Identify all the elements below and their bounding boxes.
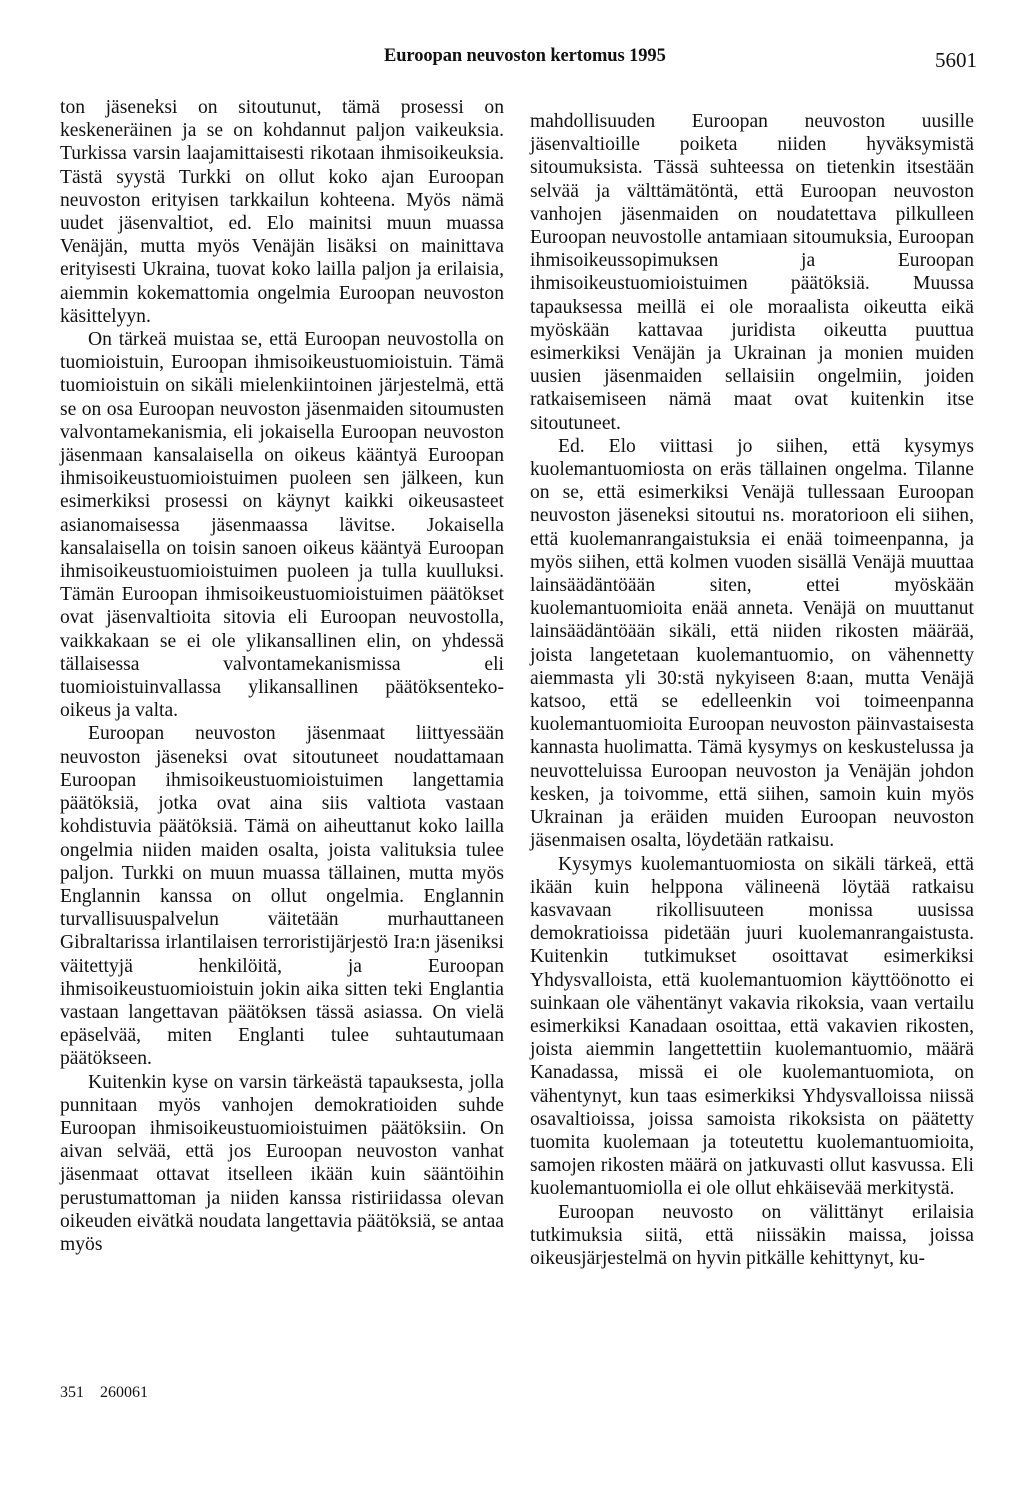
right-paragraph-3: Kysymys kuolemantuomiosta on sikäli tärkeä, että ikään kuin helppona välineenä löytää ratkaisu kasvavaan rikollisuuteen monissa uusissa demokratioissa pidetään juuri kuolemanrangaistusta. Kuitenkin tutkimukset osoittavat esimerkiksi Yhdysvalloista, että kuolemantuomion käyttöönotto ei suinkaan ole vähentänyt vakavia rikoksia, vaan vertailu esimerkiksi Kanadaan osoittaa, että vakavien rikosten, joista aiemmin langettettiin kuolemantuomio, määrä Kanadassa, missä ei ole kuolemantuomiota, on vähentynyt, kun taas esimerkiksi Yhdysvalloissa niissä osavaltioissa, joissa samoista rikoksista on päätetty tuomita kuolemaan ja toteutettu kuolemantuomioita, samojen rikosten määrä on jatkuvasti ollut kasvussa. Eli kuolemantuomiolla ei ole ollut ehkäisevää merkitystä. [530,853,974,1200]
left-paragraph-1: ton jäseneksi on sitoutunut, tämä prosessi on keskeneräinen ja se on kohdannut paljon vaikeuksia. Turkissa varsin laajamittaisesti rikotaan ihmisoikeuksia. Tästä syystä Turkki on ollut koko ajan Euroopan neuvoston erityisen tarkkailun kohteena. Myös nämä uudet jäsenvaltiot, ed. Elo mainitsi muun muassa Venäjän, mutta myös Venäjän lisäksi on mainittava erityisesti Ukraina, tuovat koko lailla paljon ja erilaisia, aiemmin kokemattomia ongelmia Euroopan neuvoston käsittelyyn. [60,97,504,327]
left-paragraph-4: Kuitenkin kyse on varsin tärkeästä tapauksesta, jolla punnitaan myös vanhojen demokratioiden suhde Euroopan ihmisoikeustuomioistuimen päätöksiin. On aivan selvää, että jos Euroopan neuvoston vanhat jäsenmaat ottavat itselleen ikään kuin sääntöihin perustumattoman ja niiden kanssa ristiriidassa olevan oikeuden eivätkä noudata langettavia päätöksiä, se antaa myös [60,1071,504,1255]
left-paragraph-2: On tärkeä muistaa se, että Euroopan neuvostolla on tuomioistuin, Euroopan ihmisoikeustuomioistuin. Tämä tuomioistuin on sikäli mielenkiintoinen järjestelmä, että se on osa Euroopan neuvoston jäsenmaiden sitoumusten valvontamekanismia, eli jokaisella Euroopan neuvoston jäsenmaan kansalaisella on oikeus kääntyä Euroopan ihmisoikeustuomioistuimen puoleen sen jälkeen, kun esimerkiksi prosessi on käynyt kaikki oikeusasteet asianomaisessa jäsenmaassa lävitse. Jokaisella kansalaisella on toisin sanoen oikeus kääntyä Euroopan ihmisoikeustuomioistuimen puoleen ja tulla kuulluksi. Tämän Euroopan ihmisoikeustuomioistuimen päätökset ovat jäsenvaltioita sitovia eli Euroopan neuvostolla, vaikkakaan se ei ole ylikansallinen elin, on yhdessä tällaisessa valvontamekanismissa eli tuomioistuinvallassa ylikansallinen päätöksenteko-oikeus ja valta. [60,329,504,722]
page-number: 5601 [935,48,977,72]
right-paragraph-1: mahdollisuuden Euroopan neuvoston uusille jäsenvaltioille poiketa niiden hyväksymistä sitoumuksista. Tässä suhteessa on tietenkin itsestään selvää ja välttämätöntä, että Euroopan neuvoston vanhojen jäsenmaiden on noudatettava pilkulleen Euroopan neuvostolle antamiaan sitoumuksia, Euroopan ihmisoikeussopimuksen ja Euroopan ihmisoikeustuomioistuimen päätöksiä. Muussa tapauksessa meillä ei ole moraalista oikeutta eikä myöskään kattavaa juridista oikeutta puuttua esimerkiksi Venäjän ja Ukrainan ja monien muiden uusien jäsenmaiden sellaisiin ongelmiin, joiden ratkaisemiseen nämä maat ovat kuitenkin itse sitoutuneet. [530,111,974,434]
left-column [60,96,504,1256]
print-code: 351 260061 [60,1384,148,1401]
right-paragraph-4: Euroopan neuvosto on välittänyt erilaisia tutkimuksia siitä, että niissäkin maissa, joissa oikeusjärjestelmä on hyvin pitkälle kehittynyt, ku- [530,1201,974,1269]
right-column [530,110,974,1270]
left-paragraph-3: Euroopan neuvoston jäsenmaat liittyessään neuvoston jäseneksi ovat sitoutuneet noudattamaan Euroopan ihmisoikeustuomioistuimen langettamia päätöksiä, jotka ovat aina siis valtiota vastaan kohdistuvia päätöksiä. Tämä on aiheuttanut koko lailla ongelmia niiden maiden osalta, joista valituksia tulee paljon. Turkki on muun muassa tällainen, mutta myös Englannin kanssa on ollut ongelmia. Englannin turvallisuuspalvelun väitetään murhauttaneen Gibraltarissa irlantilaisen terroristijärjestö Ira:n jäseniksi väitettyjä henkilöitä, ja Euroopan ihmisoikeustuomioistuin jokin aika sitten teki Englantia vastaan langettavan päätöksen tässä asiassa. On vielä epäselvää, miten Englanti tulee suhtautumaan päätökseen. [60,723,504,1070]
right-paragraph-2: Ed. Elo viittasi jo siihen, että kysymys kuolemantuomiosta on eräs tällainen ongelma. Tilanne on se, että esimerkiksi Venäjä tullessaan Euroopan neuvoston jäseneksi sitoutui ns. moratorioon eli siihen, että kuolemanrangaistuksia ei enää toimeenpanna, ja myös siihen, että kolmen vuoden sisällä Venäjä muuttaa lainsäädäntöään siten, ettei myöskään kuolemantuomioita enää anneta. Venäjä on muuttanut lainsäädäntöään sikäli, että niiden rikosten määrää, joista langetetaan kuolemantuomio, on vähennetty aiemmasta yli 30:stä nykyiseen 8:aan, mutta Venäjä katsoo, että se edelleenkin voi toimeenpanna kuolemantuomioita Euroopan neuvoston päinvastaisesta kannasta huolimatta. Tämä kysymys on keskustelussa ja neuvotteluissa Euroopan neuvoston ja Venäjän johdon kesken, ja toivomme, että siihen, samoin kuin myös Ukrainan ja eräiden muiden Euroopan neuvoston jäsenmaisen osalta, löydetään ratkaisu. [530,435,974,852]
running-title: Euroopan neuvoston kertomus 1995 [384,46,666,66]
